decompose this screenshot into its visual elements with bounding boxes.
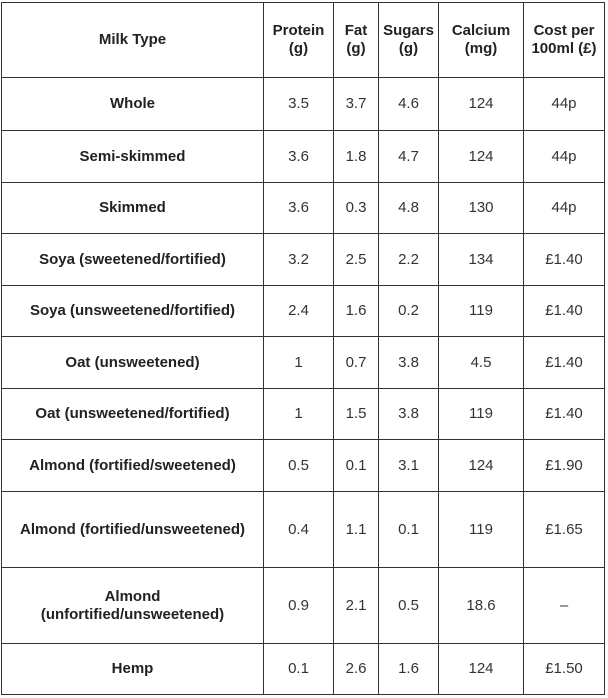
protein-cell: 3.6 (264, 131, 334, 183)
fat-cell: 0.3 (334, 183, 379, 234)
calcium-cell: 119 (439, 286, 524, 337)
sugars-cell: 0.1 (379, 492, 439, 568)
cost-cell: £1.65 (524, 492, 605, 568)
header-calcium (439, 3, 524, 78)
protein-cell: 3.5 (264, 78, 334, 131)
table-row (2, 389, 605, 440)
sugars-cell: 4.6 (379, 78, 439, 131)
table-row (2, 131, 605, 183)
fat-cell: 3.7 (334, 78, 379, 131)
protein-cell: 3.6 (264, 183, 334, 234)
table-row (2, 234, 605, 286)
cost-cell: £1.90 (524, 440, 605, 492)
milk-type-cell: Oat (unsweetened/fortified) (2, 389, 264, 440)
calcium-cell: 4.5 (439, 337, 524, 389)
sugars-cell: 3.1 (379, 440, 439, 492)
milk-type-cell: Almond (fortified/unsweetened) (2, 492, 264, 568)
table-row (2, 440, 605, 492)
calcium-cell: 18.6 (439, 568, 524, 644)
sugars-cell: 2.2 (379, 234, 439, 286)
header-protein (264, 3, 334, 78)
milk-type-cell (2, 568, 264, 644)
protein-cell: 2.4 (264, 286, 334, 337)
header-sugars-line2: (g) (398, 40, 419, 57)
table-row (2, 78, 605, 131)
protein-cell: 0.5 (264, 440, 334, 492)
milk-type-cell: Soya (sweetened/fortified) (2, 234, 264, 286)
sugars-cell: 0.2 (379, 286, 439, 337)
protein-cell: 3.2 (264, 234, 334, 286)
cost-cell: 44p (524, 131, 605, 183)
calcium-cell: 134 (439, 234, 524, 286)
header-milk-type (2, 3, 264, 78)
header-calcium-line2: (mg) (464, 40, 498, 57)
protein-cell: 0.9 (264, 568, 334, 644)
header-milk-type-label: Milk Type (98, 31, 167, 48)
protein-cell: 1 (264, 337, 334, 389)
fat-cell: 0.1 (334, 440, 379, 492)
calcium-cell: 119 (439, 389, 524, 440)
cost-cell: 44p (524, 183, 605, 234)
table-row (2, 568, 605, 644)
calcium-cell: 130 (439, 183, 524, 234)
fat-cell: 2.6 (334, 644, 379, 695)
table-row (2, 492, 605, 568)
header-calcium-line1: Calcium (451, 22, 511, 39)
table-row (2, 183, 605, 234)
cost-cell: £1.40 (524, 389, 605, 440)
fat-cell: 1.6 (334, 286, 379, 337)
cost-cell: £1.40 (524, 337, 605, 389)
cost-cell: 44p (524, 78, 605, 131)
milk-type-cell: Oat (unsweetened) (2, 337, 264, 389)
milk-type-cell: Whole (2, 78, 264, 131)
protein-cell: 0.1 (264, 644, 334, 695)
cost-cell: £1.50 (524, 644, 605, 695)
table-header-row (2, 3, 605, 78)
header-sugars-line1: Sugars (383, 22, 434, 39)
calcium-cell: 119 (439, 492, 524, 568)
header-protein-line1: Protein (272, 22, 325, 39)
fat-cell: 1.8 (334, 131, 379, 183)
header-fat-line2: (g) (346, 40, 366, 57)
milk-type-cell: Hemp (2, 644, 264, 695)
sugars-cell: 3.8 (379, 337, 439, 389)
cost-cell: £1.40 (524, 234, 605, 286)
protein-cell: 0.4 (264, 492, 334, 568)
calcium-cell: 124 (439, 131, 524, 183)
sugars-cell: 0.5 (379, 568, 439, 644)
milk-type-cell: Soya (unsweetened/fortified) (2, 286, 264, 337)
header-fat-line1: Fat (344, 22, 368, 39)
header-cost-line2: 100ml (£) (531, 40, 597, 57)
fat-cell: 2.1 (334, 568, 379, 644)
header-fat (334, 3, 379, 78)
calcium-cell: 124 (439, 440, 524, 492)
sugars-cell: 3.8 (379, 389, 439, 440)
header-cost-line1: Cost per (533, 22, 595, 39)
fat-cell: 0.7 (334, 337, 379, 389)
protein-cell: 1 (264, 389, 334, 440)
cost-cell: – (524, 568, 605, 644)
header-sugars (379, 3, 439, 78)
milk-type-line2: (unfortified/unsweetened) (40, 605, 225, 623)
sugars-cell: 1.6 (379, 644, 439, 695)
milk-comparison-table (1, 2, 605, 695)
table-row (2, 644, 605, 695)
table-row (2, 286, 605, 337)
fat-cell: 2.5 (334, 234, 379, 286)
calcium-cell: 124 (439, 644, 524, 695)
milk-type-cell: Semi-skimmed (2, 131, 264, 183)
milk-type-cell: Almond (fortified/sweetened) (2, 440, 264, 492)
sugars-cell: 4.8 (379, 183, 439, 234)
fat-cell: 1.5 (334, 389, 379, 440)
milk-type-line1: Almond (104, 587, 161, 605)
fat-cell: 1.1 (334, 492, 379, 568)
milk-type-cell: Skimmed (2, 183, 264, 234)
table-row (2, 337, 605, 389)
header-cost (524, 3, 605, 78)
header-protein-line2: (g) (288, 40, 309, 57)
sugars-cell: 4.7 (379, 131, 439, 183)
cost-cell: £1.40 (524, 286, 605, 337)
calcium-cell: 124 (439, 78, 524, 131)
